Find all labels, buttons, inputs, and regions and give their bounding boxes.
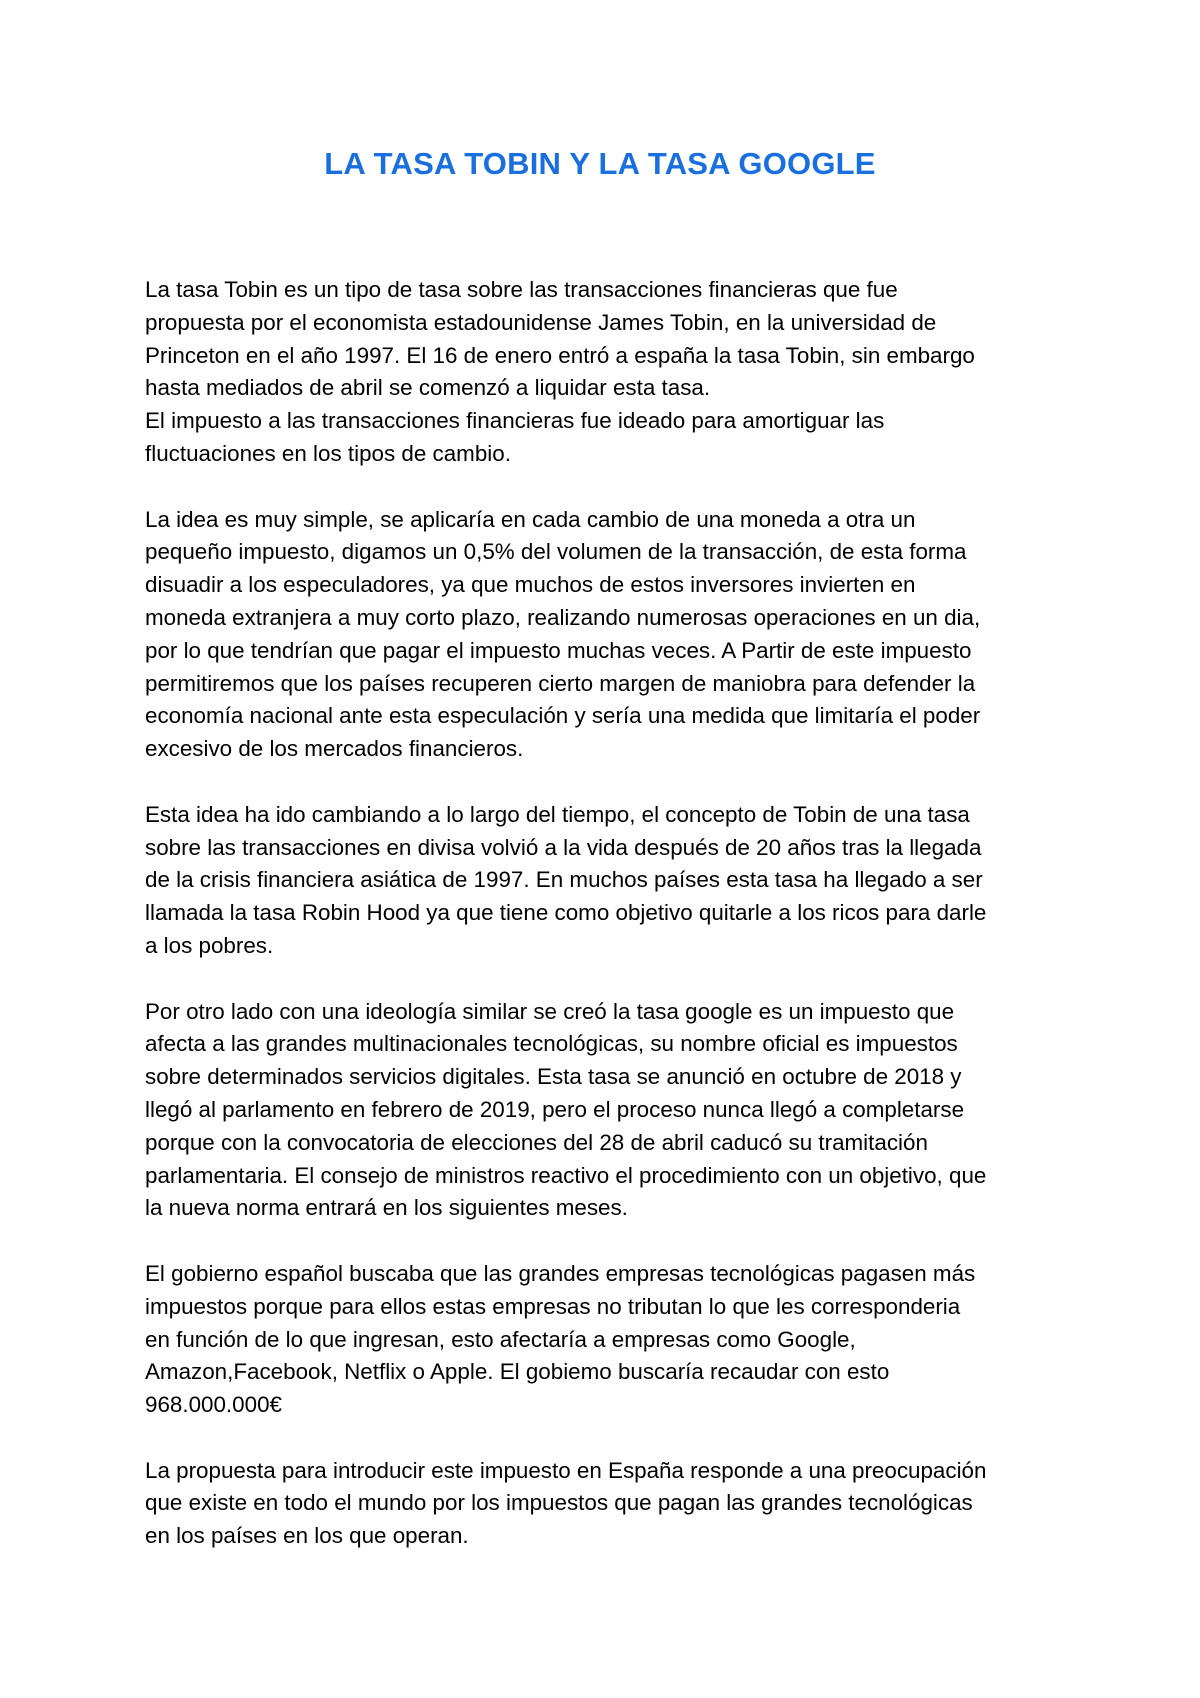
paragraph [145, 274, 1067, 471]
paragraph [145, 799, 1067, 963]
paragraph [145, 1455, 1067, 1553]
paragraph-line: La idea es muy simple, se aplicaría en cada cambio de una moneda a otra un [145, 506, 916, 532]
paragraph-line: economía nacional ante esta especulación y sería una medida que limitaría el poder [145, 703, 981, 729]
paragraph [145, 996, 1067, 1226]
paragraph-line: la nueva norma entrará en los siguientes meses. [145, 1195, 628, 1221]
paragraph [145, 1258, 1067, 1422]
paragraph-line: hasta mediados de abril se comenzó a liquidar esta tasa. [145, 375, 711, 401]
document-title: LA TASA TOBIN Y LA TASA GOOGLE [324, 146, 876, 181]
paragraph-line: sobre determinados servicios digitales. Esta tasa se anunció en octubre de 2018 y [145, 1064, 962, 1090]
paragraph-line: Amazon,Facebook, Netflix o Apple. El gobiemo buscaría recaudar con esto [145, 1359, 890, 1385]
paragraph-line: Esta idea ha ido cambiando a lo largo del tiempo, el concepto de Tobin de una tasa [145, 801, 970, 827]
paragraph-line: en los países en los que operan. [145, 1523, 469, 1549]
paragraph-line: en función de lo que ingresan, esto afectaría a empresas como Google, [145, 1326, 856, 1352]
paragraph-line: sobre las transacciones en divisa volvió a la vida después de 20 años tras la llegada [145, 834, 982, 860]
paragraph-line: La tasa Tobin es un tipo de tasa sobre las transacciones financieras que fue [145, 277, 898, 302]
paragraph-line: llegó al parlamento en febrero de 2019, pero el proceso nunca llegó a completarse [145, 1096, 965, 1122]
paragraph-line: por lo que tendrían que pagar el impuesto muchas veces. A Partir de este impuesto [145, 637, 972, 663]
paragraph-line: permitiremos que los países recuperen cierto margen de maniobra para defender la [145, 670, 976, 696]
paragraph-line: El impuesto a las transacciones financieras fue ideado para amortiguar las [145, 408, 885, 434]
paragraph [145, 504, 1067, 766]
paragraph-line: excesivo de los mercados financieros. [145, 736, 524, 762]
paragraph-line: a los pobres. [145, 932, 274, 958]
paragraph-line: que existe en todo el mundo por los impuestos que pagan las grandes tecnológicas [145, 1490, 973, 1516]
paragraph-line: impuestos porque para ellos estas empresas no tributan lo que les corresponderia [145, 1293, 961, 1319]
paragraph-line: El gobierno español buscaba que las grandes empresas tecnológicas pagasen más [145, 1260, 976, 1286]
paragraph-line: propuesta por el economista estadounidense James Tobin, en la universidad de [145, 309, 937, 335]
paragraph-line: parlamentaria. El consejo de ministros reactivo el procedimiento con un objetivo, que [145, 1162, 987, 1188]
paragraph-line: pequeño impuesto, digamos un 0,5% del volumen de la transacción, de esta forma [145, 539, 967, 565]
paragraph-line: de la crisis financiera asiática de 1997. En muchos países esta tasa ha llegado a ser [145, 867, 983, 893]
paragraph-line: fluctuaciones en los tipos de cambio. [145, 440, 511, 466]
paragraph-line: disuadir a los especuladores, ya que muchos de estos inversores invierten en [145, 572, 916, 598]
paragraph-line: Princeton en el año 1997. El 16 de enero entró a españa la tasa Tobin, sin embargo [145, 342, 975, 368]
paragraph-line: Por otro lado con una ideología similar se creó la tasa google es un impuesto que [145, 998, 955, 1024]
paragraph-line: 968.000.000€ [145, 1392, 282, 1418]
paragraph-line: La propuesta para introducir este impuesto en España responde a una preocupación [145, 1457, 987, 1483]
paragraph-line: afecta a las grandes multinacionales tecnológicas, su nombre oficial es impuestos [145, 1031, 958, 1057]
document-body [145, 274, 1067, 1586]
paragraph-line: llamada la tasa Robin Hood ya que tiene como objetivo quitarle a los ricos para darle [145, 900, 987, 926]
paragraph-line: moneda extranjera a muy corto plazo, realizando numerosas operaciones en un dia, [145, 604, 981, 630]
paragraph-line: porque con la convocatoria de elecciones del 28 de abril caducó su tramitación [145, 1129, 928, 1155]
